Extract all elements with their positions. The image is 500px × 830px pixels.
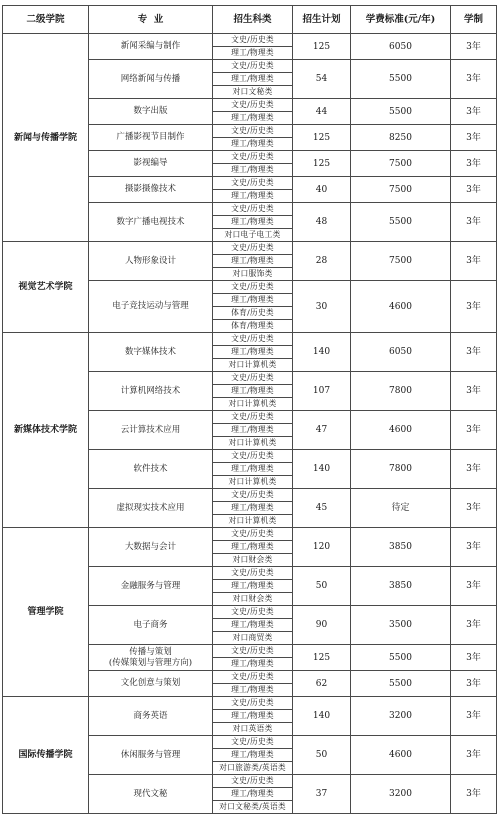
duration-cell: 3年 (451, 450, 497, 489)
duration-cell: 3年 (451, 203, 497, 242)
category-cell: 对口计算机类 (213, 515, 293, 528)
duration-cell: 3年 (451, 372, 497, 411)
category-cell: 对口商贸类 (213, 632, 293, 645)
duration-cell: 3年 (451, 645, 497, 671)
fee-cell: 3850 (351, 567, 451, 606)
category-cell: 理工/物理类 (213, 385, 293, 398)
fee-cell: 7800 (351, 372, 451, 411)
category-cell: 对口英语类 (213, 723, 293, 736)
plan-cell: 125 (293, 125, 351, 151)
major-name-cell: 传播与策划 (传媒策划与管理方向) (89, 645, 213, 671)
plan-cell: 90 (293, 606, 351, 645)
major-name-cell: 商务英语 (89, 697, 213, 736)
fee-cell: 8250 (351, 125, 451, 151)
college-name-cell: 视觉艺术学院 (3, 242, 89, 333)
major-name-cell: 大数据与会计 (89, 528, 213, 567)
fee-cell: 3850 (351, 528, 451, 567)
major-name-cell: 摄影摄像技术 (89, 177, 213, 203)
category-cell: 对口财会类 (213, 554, 293, 567)
category-cell: 文史/历史类 (213, 125, 293, 138)
category-cell: 理工/物理类 (213, 138, 293, 151)
duration-cell: 3年 (451, 567, 497, 606)
category-cell: 理工/物理类 (213, 216, 293, 229)
header-major: 专 业 (89, 6, 213, 34)
major-name-cell: 文化创意与策划 (89, 671, 213, 697)
enrollment-table (2, 5, 497, 814)
category-cell: 文史/历史类 (213, 528, 293, 541)
category-cell: 理工/物理类 (213, 294, 293, 307)
fee-cell: 7800 (351, 450, 451, 489)
plan-cell: 107 (293, 372, 351, 411)
category-cell: 理工/物理类 (213, 346, 293, 359)
category-cell: 文史/历史类 (213, 99, 293, 112)
fee-cell: 6050 (351, 34, 451, 60)
category-cell: 理工/物理类 (213, 112, 293, 125)
duration-cell: 3年 (451, 34, 497, 60)
enrollment-table-sheet (2, 5, 496, 827)
plan-cell: 28 (293, 242, 351, 281)
fee-cell: 3200 (351, 775, 451, 814)
major-name-cell: 休闲服务与管理 (89, 736, 213, 775)
category-cell: 文史/历史类 (213, 775, 293, 788)
category-cell: 文史/历史类 (213, 697, 293, 710)
major-name-cell: 网络新闻与传播 (89, 60, 213, 99)
college-name-cell: 新闻与传播学院 (3, 34, 89, 242)
plan-cell: 140 (293, 333, 351, 372)
category-cell: 体育/物理类 (213, 320, 293, 333)
plan-cell: 125 (293, 645, 351, 671)
category-cell: 对口计算机类 (213, 359, 293, 372)
major-name-cell: 影视编导 (89, 151, 213, 177)
category-cell: 理工/物理类 (213, 749, 293, 762)
plan-cell: 125 (293, 151, 351, 177)
fee-cell: 3500 (351, 606, 451, 645)
college-name-cell: 管理学院 (3, 528, 89, 697)
fee-cell: 5500 (351, 99, 451, 125)
category-cell: 理工/物理类 (213, 47, 293, 60)
category-cell: 对口旅游类/英语类 (213, 762, 293, 775)
table-row (3, 242, 497, 255)
plan-cell: 50 (293, 567, 351, 606)
header-duration: 学制 (451, 6, 497, 34)
header-category: 招生科类 (213, 6, 293, 34)
category-cell: 文史/历史类 (213, 645, 293, 658)
header-row (3, 6, 497, 34)
duration-cell: 3年 (451, 489, 497, 528)
category-cell: 对口文秘类/英语类 (213, 801, 293, 814)
category-cell: 文史/历史类 (213, 450, 293, 463)
category-cell: 理工/物理类 (213, 502, 293, 515)
major-name-cell: 数字出版 (89, 99, 213, 125)
category-cell: 理工/物理类 (213, 463, 293, 476)
table-row (3, 34, 497, 47)
category-cell: 对口文秘类 (213, 86, 293, 99)
category-cell: 文史/历史类 (213, 333, 293, 346)
category-cell: 体育/历史类 (213, 307, 293, 320)
category-cell: 文史/历史类 (213, 34, 293, 47)
major-name-cell: 虚拟现实技术应用 (89, 489, 213, 528)
category-cell: 文史/历史类 (213, 151, 293, 164)
category-cell: 理工/物理类 (213, 619, 293, 632)
duration-cell: 3年 (451, 151, 497, 177)
major-name-cell: 广播影视节目制作 (89, 125, 213, 151)
header-fee: 学费标准(元/年) (351, 6, 451, 34)
category-cell: 文史/历史类 (213, 671, 293, 684)
fee-cell: 7500 (351, 151, 451, 177)
plan-cell: 140 (293, 697, 351, 736)
duration-cell: 3年 (451, 125, 497, 151)
fee-cell: 4600 (351, 736, 451, 775)
category-cell: 对口计算机类 (213, 437, 293, 450)
major-name-cell: 云计算技术应用 (89, 411, 213, 450)
table-row (3, 697, 497, 710)
duration-cell: 3年 (451, 177, 497, 203)
table-row (3, 528, 497, 541)
category-cell: 文史/历史类 (213, 736, 293, 749)
category-cell: 对口服饰类 (213, 268, 293, 281)
duration-cell: 3年 (451, 775, 497, 814)
fee-cell: 3200 (351, 697, 451, 736)
major-name-cell: 电子竞技运动与管理 (89, 281, 213, 333)
duration-cell: 3年 (451, 60, 497, 99)
header-college: 二级学院 (3, 6, 89, 34)
category-cell: 文史/历史类 (213, 242, 293, 255)
fee-cell: 5500 (351, 60, 451, 99)
major-name-cell: 数字广播电视技术 (89, 203, 213, 242)
major-name-cell: 电子商务 (89, 606, 213, 645)
category-cell: 文史/历史类 (213, 606, 293, 619)
plan-cell: 30 (293, 281, 351, 333)
major-name-cell: 新闻采编与制作 (89, 34, 213, 60)
category-cell: 文史/历史类 (213, 411, 293, 424)
category-cell: 文史/历史类 (213, 203, 293, 216)
plan-cell: 44 (293, 99, 351, 125)
college-name-cell: 新媒体技术学院 (3, 333, 89, 528)
category-cell: 文史/历史类 (213, 567, 293, 580)
category-cell: 文史/历史类 (213, 177, 293, 190)
fee-cell: 5500 (351, 671, 451, 697)
table-row (3, 333, 497, 346)
major-name-cell: 软件技术 (89, 450, 213, 489)
plan-cell: 37 (293, 775, 351, 814)
category-cell: 理工/物理类 (213, 658, 293, 671)
fee-cell: 4600 (351, 411, 451, 450)
plan-cell: 120 (293, 528, 351, 567)
major-name-cell: 数字媒体技术 (89, 333, 213, 372)
duration-cell: 3年 (451, 736, 497, 775)
fee-cell: 5500 (351, 203, 451, 242)
duration-cell: 3年 (451, 697, 497, 736)
category-cell: 文史/历史类 (213, 489, 293, 502)
plan-cell: 54 (293, 60, 351, 99)
category-cell: 理工/物理类 (213, 424, 293, 437)
fee-cell: 4600 (351, 281, 451, 333)
major-name-cell: 计算机网络技术 (89, 372, 213, 411)
plan-cell: 140 (293, 450, 351, 489)
plan-cell: 48 (293, 203, 351, 242)
plan-cell: 50 (293, 736, 351, 775)
duration-cell: 3年 (451, 242, 497, 281)
category-cell: 对口计算机类 (213, 398, 293, 411)
plan-cell: 40 (293, 177, 351, 203)
category-cell: 理工/物理类 (213, 255, 293, 268)
category-cell: 文史/历史类 (213, 372, 293, 385)
major-name-cell: 人物形象设计 (89, 242, 213, 281)
duration-cell: 3年 (451, 606, 497, 645)
category-cell: 理工/物理类 (213, 541, 293, 554)
table-body (3, 34, 497, 814)
major-name-cell: 金融服务与管理 (89, 567, 213, 606)
category-cell: 对口电子电工类 (213, 229, 293, 242)
college-name-cell: 国际传播学院 (3, 697, 89, 814)
fee-cell: 5500 (351, 645, 451, 671)
plan-cell: 45 (293, 489, 351, 528)
category-cell: 理工/物理类 (213, 684, 293, 697)
category-cell: 对口计算机类 (213, 476, 293, 489)
plan-cell: 47 (293, 411, 351, 450)
duration-cell: 3年 (451, 528, 497, 567)
category-cell: 文史/历史类 (213, 281, 293, 294)
category-cell: 理工/物理类 (213, 73, 293, 86)
fee-cell: 7500 (351, 242, 451, 281)
major-name-cell: 现代文秘 (89, 775, 213, 814)
header-plan: 招生计划 (293, 6, 351, 34)
duration-cell: 3年 (451, 281, 497, 333)
fee-cell: 6050 (351, 333, 451, 372)
category-cell: 文史/历史类 (213, 60, 293, 73)
duration-cell: 3年 (451, 411, 497, 450)
category-cell: 理工/物理类 (213, 580, 293, 593)
duration-cell: 3年 (451, 333, 497, 372)
fee-cell: 待定 (351, 489, 451, 528)
category-cell: 理工/物理类 (213, 788, 293, 801)
plan-cell: 62 (293, 671, 351, 697)
category-cell: 理工/物理类 (213, 164, 293, 177)
duration-cell: 3年 (451, 99, 497, 125)
fee-cell: 7500 (351, 177, 451, 203)
category-cell: 理工/物理类 (213, 710, 293, 723)
plan-cell: 125 (293, 34, 351, 60)
duration-cell: 3年 (451, 671, 497, 697)
category-cell: 理工/物理类 (213, 190, 293, 203)
category-cell: 对口财会类 (213, 593, 293, 606)
